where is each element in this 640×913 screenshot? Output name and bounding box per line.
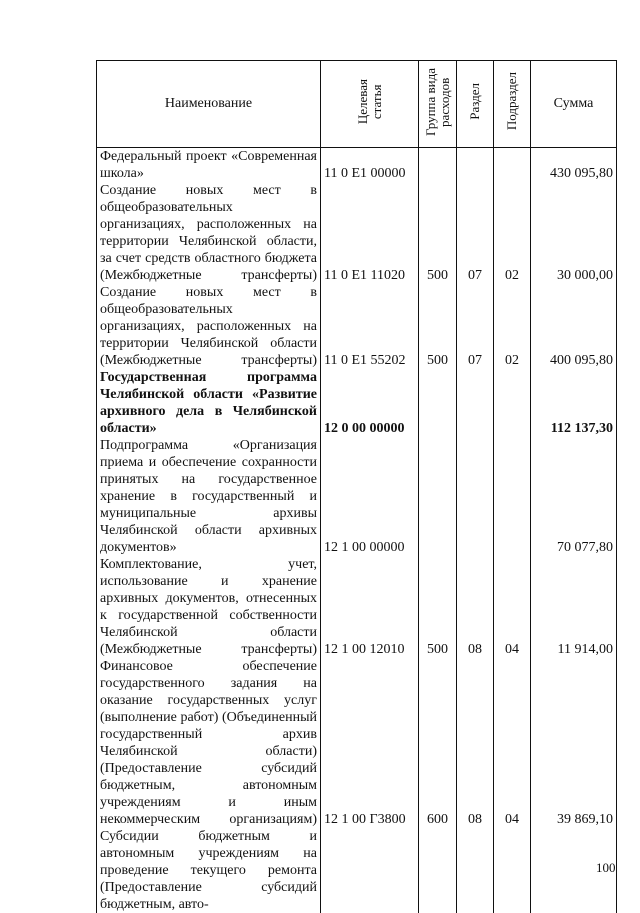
cell-target-article: 11 0 E1 00000 — [321, 148, 419, 183]
table-header-row — [97, 61, 617, 148]
cell-subsection — [494, 437, 531, 556]
cell-sum: 30 000,00 — [531, 182, 617, 284]
table-row — [97, 148, 617, 183]
cell-name: Федеральный проект «Современная школа» — [97, 148, 321, 183]
cell-sum: 400 095,80 — [531, 284, 617, 369]
cell-section — [457, 369, 494, 437]
cell-expense-group: 500 — [419, 284, 457, 369]
cell-sum: 11 914,00 — [531, 556, 617, 658]
table-body — [97, 148, 617, 913]
budget-table — [96, 60, 617, 913]
cell-subsection — [494, 148, 531, 183]
cell-name: Комплектование, учет, использование и хранение архивных документов, отнесенных к государственной собственности Челябинской области (Межбюджетные трансферты) — [97, 556, 321, 658]
cell-expense-group — [419, 148, 457, 183]
header-sum: Сумма — [531, 61, 617, 148]
table-row — [97, 182, 617, 284]
cell-subsection: 02 — [494, 284, 531, 369]
header-expense-group: Группа вида расходов — [419, 61, 457, 148]
cell-target-article: 12 1 00 12010 — [321, 556, 419, 658]
table-row — [97, 284, 617, 369]
cell-target-article — [321, 828, 419, 913]
cell-name: Финансовое обеспечение государственного задания на оказание государственных услуг (выполнение работ) (Объединенный государственный архив Челябинской области) (Предоставление субсидий бюджетным, автономным учреждениям и иным некоммерческим организациям) — [97, 658, 321, 828]
cell-expense-group — [419, 437, 457, 556]
cell-subsection: 02 — [494, 182, 531, 284]
cell-target-article: 11 0 E1 55202 — [321, 284, 419, 369]
table-row — [97, 369, 617, 437]
cell-subsection: 04 — [494, 658, 531, 828]
header-target-article: Целевая статья — [321, 61, 419, 148]
table-row — [97, 437, 617, 556]
cell-sum: 70 077,80 — [531, 437, 617, 556]
cell-target-article: 12 1 00 00000 — [321, 437, 419, 556]
cell-section: 08 — [457, 556, 494, 658]
cell-section: 07 — [457, 182, 494, 284]
cell-subsection: 04 — [494, 556, 531, 658]
cell-name: Государственная программа Челябинской области «Развитие архивного дела в Челябинской области» — [97, 369, 321, 437]
cell-name: Субсидии бюджетным и автономным учреждениям на проведение текущего ремонта (Предоставление субсидий бюджетным, авто- — [97, 828, 321, 913]
table-row — [97, 658, 617, 828]
cell-target-article: 11 0 E1 11020 — [321, 182, 419, 284]
cell-name: Создание новых мест в общеобразовательных организациях, расположенных на территории Челябинской области (Межбюджетные трансферты) — [97, 284, 321, 369]
cell-expense-group: 600 — [419, 658, 457, 828]
cell-section: 08 — [457, 658, 494, 828]
cell-expense-group — [419, 828, 457, 913]
cell-section — [457, 437, 494, 556]
header-name: Наименование — [97, 61, 321, 148]
table-row — [97, 556, 617, 658]
cell-expense-group: 500 — [419, 556, 457, 658]
cell-expense-group — [419, 369, 457, 437]
cell-sum: 39 869,10 — [531, 658, 617, 828]
header-subsection: Подраздел — [494, 61, 531, 148]
cell-sum: 430 095,80 — [531, 148, 617, 183]
cell-name: Создание новых мест в общеобразовательных организациях, расположенных на территории Челябинской области, за счет средств областного бюджета (Межбюджетные трансферты) — [97, 182, 321, 284]
table-row — [97, 828, 617, 913]
cell-section: 07 — [457, 284, 494, 369]
cell-subsection — [494, 828, 531, 913]
header-section: Раздел — [457, 61, 494, 148]
cell-name: Подпрограмма «Организация приема и обеспечение сохранности принятых на государственное хранение в государственный и муниципальные архивы Челябинской области архивных документов» — [97, 437, 321, 556]
cell-sum: 112 137,30 — [531, 369, 617, 437]
cell-section — [457, 828, 494, 913]
cell-expense-group: 500 — [419, 182, 457, 284]
cell-subsection — [494, 369, 531, 437]
cell-target-article: 12 0 00 00000 — [321, 369, 419, 437]
cell-target-article: 12 1 00 Г3800 — [321, 658, 419, 828]
page-number: 100 — [596, 860, 616, 876]
cell-section — [457, 148, 494, 183]
